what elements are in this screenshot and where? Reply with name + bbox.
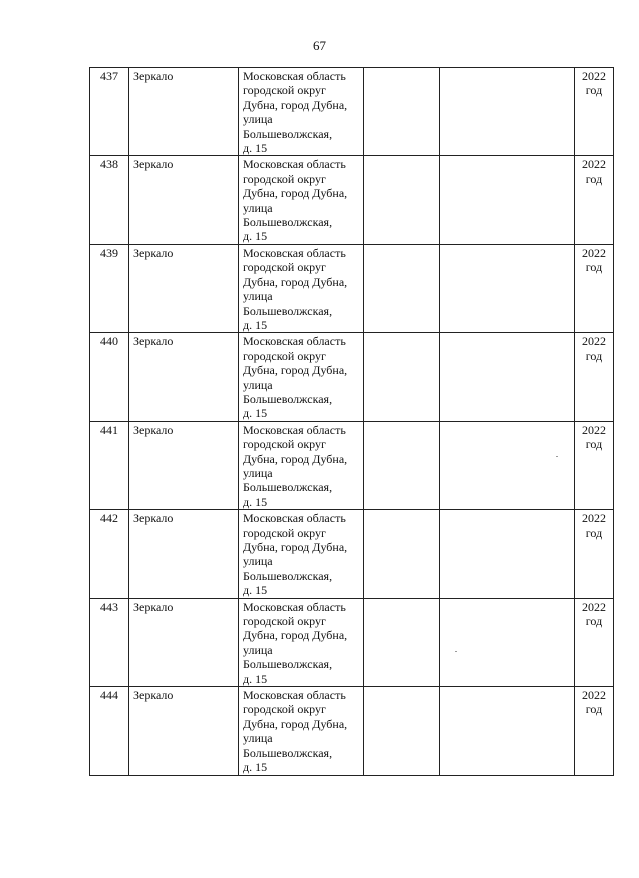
empty-cell-col5 <box>440 244 575 332</box>
address-cell <box>239 510 364 598</box>
empty-cell-col4 <box>364 687 440 775</box>
address-line: Дубна, город Дубна, <box>243 363 348 378</box>
table-body <box>90 68 614 776</box>
year-cell <box>575 421 614 509</box>
address-line: Дубна, город Дубна, <box>243 540 348 554</box>
year-cell <box>575 333 614 421</box>
year-cell <box>575 510 614 598</box>
item-name-cell: Зеркало <box>129 68 239 156</box>
empty-cell-col5 <box>440 598 575 686</box>
item-name-cell: Зеркало <box>129 421 239 509</box>
table-row <box>90 510 614 598</box>
address-line: улица <box>243 377 273 392</box>
row-number-cell: 437 <box>90 68 129 156</box>
inventory-table <box>89 67 614 776</box>
address-line: городской округ <box>243 83 326 98</box>
row-number-cell: 442 <box>90 510 129 598</box>
address-line: Большеволжская, <box>243 745 333 760</box>
address-cell <box>239 333 364 421</box>
row-number-cell: 444 <box>90 687 129 775</box>
table-row <box>90 687 614 775</box>
empty-cell-col4 <box>364 156 440 244</box>
empty-cell-col4 <box>364 244 440 332</box>
empty-cell-col4 <box>364 510 440 598</box>
address-line: городской округ <box>243 614 326 629</box>
address-line: д. 15 <box>243 494 268 509</box>
address-line: Большеволжская, <box>243 568 333 583</box>
year-line: год <box>585 83 603 98</box>
address-line: Московская область <box>243 511 346 526</box>
address-line: городской округ <box>243 525 326 540</box>
row-number-cell: 438 <box>90 156 129 244</box>
address-line: городской округ <box>243 171 326 186</box>
address-cell <box>239 244 364 332</box>
address-line: Большеволжская, <box>243 303 333 318</box>
year-line: 2022 <box>582 157 606 172</box>
address-line: улица <box>243 289 273 304</box>
item-name-cell: Зеркало <box>129 598 239 686</box>
table-row <box>90 333 614 421</box>
address-cell <box>239 687 364 775</box>
address-line: Большеволжская, <box>243 215 333 230</box>
scan-speck <box>455 651 457 652</box>
empty-cell-col5 <box>440 156 575 244</box>
page-number: 67 <box>313 38 326 53</box>
address-cell <box>239 421 364 509</box>
item-name-cell: Зеркало <box>129 687 239 775</box>
address-line: улица <box>243 112 273 127</box>
address-line: д. 15 <box>243 317 268 332</box>
empty-cell-col4 <box>364 598 440 686</box>
address-cell <box>239 68 364 156</box>
address-line: Московская область <box>243 157 346 172</box>
address-cell <box>239 598 364 686</box>
address-line: Дубна, город Дубна, <box>243 97 348 112</box>
address-line: Дубна, город Дубна, <box>243 274 348 289</box>
item-name-cell: Зеркало <box>129 510 239 598</box>
empty-cell-col5 <box>440 510 575 598</box>
address-line: Московская область <box>243 599 346 614</box>
address-line: городской округ <box>243 260 326 275</box>
year-line: год <box>585 702 603 717</box>
scan-speck <box>556 456 558 457</box>
empty-cell-col5 <box>440 687 575 775</box>
year-line: 2022 <box>582 334 606 349</box>
item-name-cell: Зеркало <box>129 244 239 332</box>
address-line: Большеволжская, <box>243 480 333 495</box>
empty-cell-col5 <box>440 421 575 509</box>
table-row <box>90 156 614 244</box>
row-number-cell: 439 <box>90 244 129 332</box>
year-line: 2022 <box>582 69 606 83</box>
empty-cell-col5 <box>440 333 575 421</box>
address-line: Дубна, город Дубна, <box>243 451 348 466</box>
address-line: Большеволжская, <box>243 391 333 406</box>
year-line: 2022 <box>582 511 606 526</box>
year-line: год <box>585 614 603 629</box>
address-line: улица <box>243 554 273 569</box>
address-line: Московская область <box>243 688 346 703</box>
row-number-cell: 441 <box>90 421 129 509</box>
table-row <box>90 68 614 156</box>
year-line: 2022 <box>582 245 606 260</box>
year-cell <box>575 687 614 775</box>
year-cell <box>575 68 614 156</box>
address-line: улица <box>243 731 273 746</box>
address-line: Дубна, город Дубна, <box>243 186 348 201</box>
address-line: д. 15 <box>243 406 268 421</box>
address-line: Большеволжская, <box>243 657 333 672</box>
year-line: год <box>585 525 603 540</box>
address-line: Московская область <box>243 422 346 437</box>
address-line: улица <box>243 642 273 657</box>
address-line: д. 15 <box>243 671 268 686</box>
empty-cell-col5 <box>440 68 575 156</box>
address-line: д. 15 <box>243 229 268 244</box>
address-line: Большеволжская, <box>243 126 333 141</box>
address-line: городской округ <box>243 702 326 717</box>
address-line: д. 15 <box>243 760 268 775</box>
item-name-cell: Зеркало <box>129 333 239 421</box>
year-line: 2022 <box>582 688 606 703</box>
address-line: городской округ <box>243 348 326 363</box>
year-line: год <box>585 348 603 363</box>
address-line: городской округ <box>243 437 326 452</box>
address-line: Московская область <box>243 334 346 349</box>
year-cell <box>575 156 614 244</box>
address-line: д. 15 <box>243 141 268 156</box>
year-line: 2022 <box>582 599 606 614</box>
address-line: улица <box>243 465 273 480</box>
address-line: Дубна, город Дубна, <box>243 628 348 643</box>
empty-cell-col4 <box>364 68 440 156</box>
row-number-cell: 440 <box>90 333 129 421</box>
address-line: д. 15 <box>243 583 268 598</box>
row-number-cell: 443 <box>90 598 129 686</box>
year-cell <box>575 598 614 686</box>
table-row <box>90 421 614 509</box>
year-line: год <box>585 437 603 452</box>
empty-cell-col4 <box>364 333 440 421</box>
address-line: Московская область <box>243 69 346 83</box>
year-line: год <box>585 260 603 275</box>
empty-cell-col4 <box>364 421 440 509</box>
year-line: 2022 <box>582 422 606 437</box>
table-row <box>90 598 614 686</box>
year-line: год <box>585 171 603 186</box>
address-line: Дубна, город Дубна, <box>243 716 348 731</box>
year-cell <box>575 244 614 332</box>
address-cell <box>239 156 364 244</box>
address-line: Московская область <box>243 245 346 260</box>
item-name-cell: Зеркало <box>129 156 239 244</box>
table-row <box>90 244 614 332</box>
address-line: улица <box>243 200 273 215</box>
